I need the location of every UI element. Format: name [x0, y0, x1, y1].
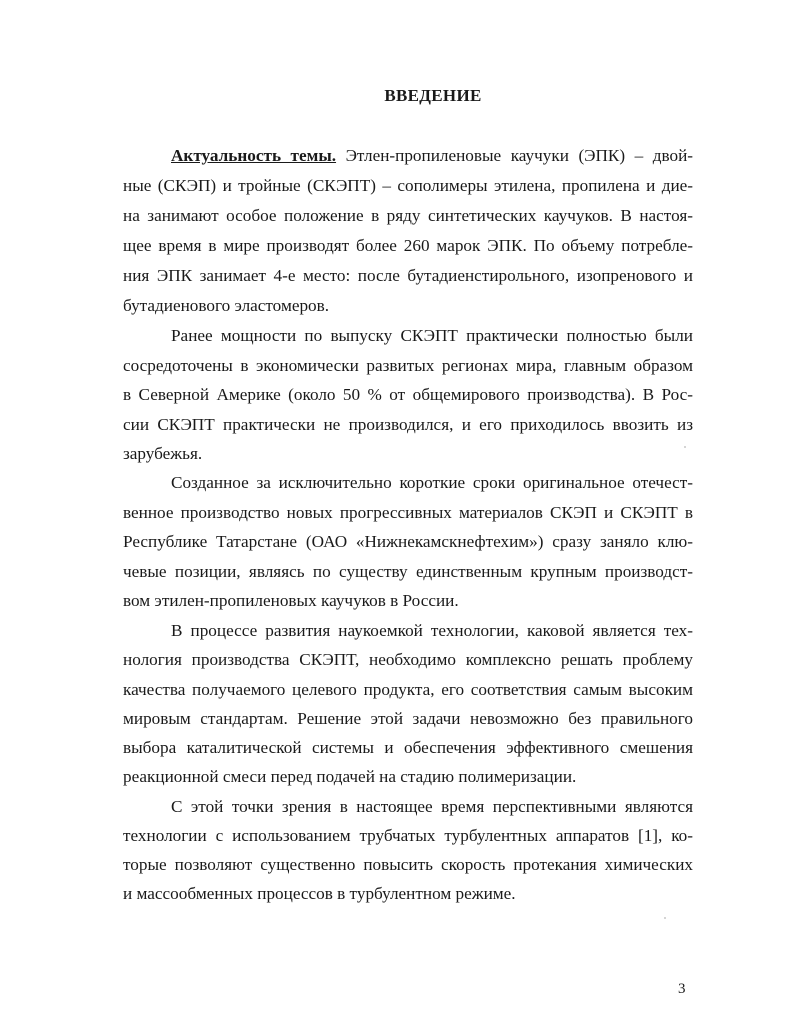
page-number: 3	[678, 981, 686, 997]
text-line: торые позволяют существенно повысить скорость протекания химических	[123, 855, 693, 874]
text-line: Созданное за исключительно короткие сроки оригинальное отечест-	[171, 473, 693, 492]
text-line: нология производства СКЭПТ, необходимо комплексно решать проблему	[123, 650, 693, 669]
text-line: щее время в мире производят более 260 марок ЭПК. По объему потребле-	[123, 236, 693, 255]
text-line: венное производство новых прогрессивных материалов СКЭП и СКЭПТ в	[123, 503, 693, 522]
text-line	[171, 146, 693, 168]
text-line-content: Этлен-пропиленовые каучуки (ЭПК) – двой-	[336, 146, 693, 165]
text-line: сии СКЭПТ практически не производился, и его приходилось ввозить из	[123, 415, 693, 434]
text-line: сосредоточены в экономически развитых регионах мира, главным образом	[123, 356, 693, 375]
text-line: Республике Татарстане (ОАО «Нижнекамскнефтехим») сразу заняло клю-	[123, 532, 693, 551]
text-line: мировым стандартам. Решение этой задачи невозможно без правильного	[123, 709, 693, 728]
text-line: выбора каталитической системы и обеспечения эффективного смешения	[123, 738, 693, 757]
scan-speck	[664, 917, 666, 919]
scan-speck	[684, 446, 686, 448]
text-line: и массообменных процессов в турбулентном режиме.	[123, 884, 516, 903]
text-line: Ранее мощности по выпуску СКЭПТ практически полностью были	[171, 326, 693, 345]
text-line: В процессе развития наукоемкой технологии, каковой является тех-	[171, 621, 693, 640]
text-line: бутадиенового эластомеров.	[123, 296, 330, 315]
text-line: на занимают особое положение в ряду синтетических каучуков. В настоя-	[123, 206, 693, 225]
text-line: зарубежья.	[123, 444, 203, 463]
text-line: С этой точки зрения в настоящее время перспективными являются	[171, 797, 693, 816]
text-line: технологии с использованием трубчатых турбулентных аппаратов [1], ко-	[123, 826, 693, 845]
text-line: реакционной смеси перед подачей на стадию полимеризации.	[123, 767, 577, 786]
section-lead: Актуальность темы.	[171, 146, 337, 165]
text-line: ные (СКЭП) и тройные (СКЭПТ) – сополимеры этилена, пропилена и дие-	[123, 176, 693, 195]
text-line: чевые позиции, являясь по существу единственным крупным производст-	[123, 562, 693, 581]
text-line: в Северной Америке (около 50 % от общемирового производства). В Рос-	[123, 385, 693, 404]
text-line: вом этилен-пропиленовых каучуков в России.	[123, 591, 459, 610]
page-title: ВВЕДЕНИЕ	[384, 86, 482, 105]
text-line: качества получаемого целевого продукта, его соответствия самым высоким	[123, 680, 693, 699]
text-line: ния ЭПК занимает 4-е место: после бутадиенстирольного, изопренового и	[123, 266, 693, 285]
